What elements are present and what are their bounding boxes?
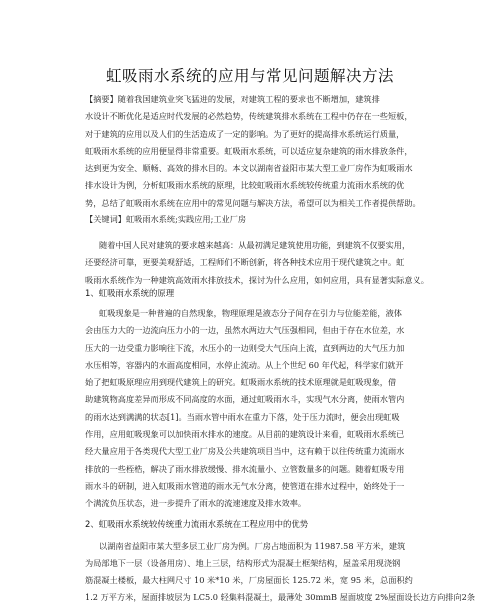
intro-line: 还要经济可靠，更要美观舒适，工程师们不断创新，将各种技术应用于现代建筑之中。虹 xyxy=(85,257,405,268)
abstract-line: 水设计不断优化是适应时代发展的必然趋势，传统建筑排水系统在工程中仍存在一些短板， xyxy=(85,111,413,122)
section1-line: 排放的一些桎梏，解决了雨水排放缓慢、排水流量小、立管数量多的问题。随着虹吸专用 xyxy=(85,463,405,474)
document-title: 虹吸雨水系统的应用与常见问题解决方法 xyxy=(105,67,394,85)
section1-line: 始了把虹吸原理应用到现代建筑上的研究。虹吸雨水系统的技术原理就是虹吸现象，借 xyxy=(85,377,397,388)
abstract-line: 虹吸雨水系统的应用便显得非常重要。虹吸雨水系统，可以适应复杂建筑的雨水排放条件， xyxy=(85,145,413,156)
section1-line: 水压相等，容器内的水面高度相同，水停止流动。从上个世纪 60 年代起，科学家们就开 xyxy=(85,359,404,370)
section1-line: 个满流负压状态，进一步提升了雨水的流速速度及排水效率。 xyxy=(85,498,307,509)
section2-block xyxy=(85,538,476,607)
section1-line: 作用，应用虹吸现象可以加快雨水排水的速度。从目前的建筑设计来看，虹吸雨水系统已 xyxy=(85,429,405,440)
abstract-line: 达到更为安全、顺畅、高效的排水目的。本文以湖南省益阳市某大型工业厂房作为虹吸雨水 xyxy=(85,163,413,174)
section1-line: 压大的一边受重力影响往下流，水压小的一边则受大气压向上流，直到两边的大气压力加 xyxy=(85,342,405,353)
intro-line: 吸雨水系统作为一种建筑高效雨水排放技术，探讨为什么应用，如何应用，具有显著实际意义。 xyxy=(85,274,429,285)
section1-line: 会由压力大的一边流向压力小的一边，虽然水两边大气压强相同，但由于存在水位差，水 xyxy=(85,325,405,336)
section1-line: 经大量应用于各类现代大型工业厂房及公共建筑项目当中，这有赖于以往传统重力流雨水 xyxy=(85,446,405,457)
section1-line: 的雨水达到满满的状态[1]。当雨水管中雨水在重力下落，处于压力流时，便会出现虹吸 xyxy=(85,411,400,422)
abstract-line: 对于建筑的应用以及人们的生活造成了一定的影响。为了更好的提高排水系统运行质量， xyxy=(85,128,405,139)
section1-heading-block xyxy=(85,285,425,302)
abstract-line: 【摘要】随着我国建筑业突飞猛进的发展，对建筑工程的要求也不断增加，建筑排 xyxy=(85,94,380,104)
abstract-line: 排水设计为例，分析虹吸雨水系统的原理，比较虹吸雨水系统较传统重力流雨水系统的优 xyxy=(85,180,405,191)
section2-heading: 2、虹吸雨水系统较传统重力流雨水系统在工程应用中的优势 xyxy=(85,518,309,529)
section1-line: 助建筑物高度差异而形成不同高度的水面，通过虹吸雨水斗，实现气水分离，使雨水管内 xyxy=(85,394,405,405)
section1-line: 雨水斗的研制，进入虹吸雨水管道的雨水无气水分离，使管道在排水过程中，始终处于一 xyxy=(85,480,405,491)
abstract-block xyxy=(85,91,425,212)
section2-line: 为局部地下一层（设备用房）、地上三层，结构形式为混凝土框架结构，屋盖采用现浇钢 xyxy=(85,557,401,568)
keywords-block xyxy=(85,211,425,228)
section1-line: 虹吸现象是一种普遍的自然现象，物理原理是液态分子间存在引力与位能差能，液体 xyxy=(99,308,402,318)
section1-heading: 1、虹吸雨水系统的原理 xyxy=(85,288,175,298)
keywords-line: 【关键词】虹吸雨水系统;实践应用;工业厂房 xyxy=(85,214,247,224)
intro-block xyxy=(85,237,429,289)
section2-line: 筋混凝土楼板，最大柱网尺寸 10 米*10 米，厂房屋面长 125.72 米，宽 95 米，总面积约 xyxy=(85,575,413,586)
abstract-line: 势，总结了虹吸雨水系统在应用中的常见问题与解决方法，希望可以为相关工作者提供帮助。 xyxy=(85,197,421,208)
section1-block xyxy=(85,305,425,513)
section2-line: 以湖南省益阳市某大型多层工业厂房为例。厂房占地面积为 11987.58 平方米，建筑 xyxy=(99,540,406,551)
section2-line: 1.2 万平方米，屋面排坡层为 LC5.0 轻集料混凝土，最薄处 30mmB 屋面坡度 2%屋面设长边方向排向2条 xyxy=(85,592,476,603)
intro-line: 随着中国人民对建筑的要求越来越高：从最初满足建筑使用功能，到建筑不仅要实用， xyxy=(99,240,411,250)
section2-heading-block xyxy=(85,516,425,533)
